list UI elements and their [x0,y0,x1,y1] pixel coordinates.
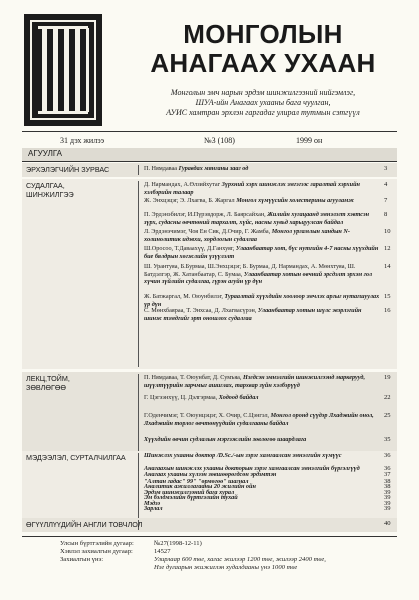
entry-title: Улаанбаатар хот, бүс нутгийн 4-7 насны хүүхдийн бие бялдрын хөгжлийн үзүүлэлт [144,245,379,260]
entry-title: Анагаахын шинжлэх ухааны докторын зэрэг хамгаалсан эмнэлгийн бүргэлгүүд [144,465,360,472]
price-value: Улирлаар 600 төг, хагас жилээр 1200 төг, жилээр 2400 төг, [154,556,326,563]
toc-entry[interactable] [144,374,380,389]
price-label: Захиалгын үнэ: [60,556,104,563]
entry-page-number: 36 [384,452,391,459]
entry-title: Монгол ургамлын хандын N-холинолитик идэвхи, хордлогын судалгаа [144,228,350,243]
entry-page-number: 38 [384,478,391,485]
section-label-line: СУДАЛГАА, [26,181,65,190]
entry-authors: Г.Оденчимэг, Т. Оюунцэцэг, Х. Очир, С.Цэнгэл, [144,412,270,419]
entry-title: Улаанбаатар хотын шүлс эвэрлэгийн шинж тэмдгийг эрт оношлох судалгаа [144,307,362,322]
toc-entry[interactable] [144,181,380,196]
entry-authors: С. Мөнхбаяраа, Т. Энхсаа, Д. Лхагвасүрэн, [144,307,257,314]
toc-entry[interactable] [144,211,380,226]
entry-title: Монгол хүмүүсийн холестерины агууламж [236,197,355,204]
entry-title: Тураалтай хүүхдийн хоолоор эмчлэх аргыг нутагшуулах үр дүн [144,293,380,308]
toc-section-label [26,181,74,199]
subtitle-line: ШУА-ийн Анагаах ухааны бага чуулган, [195,98,331,107]
entry-title: Анагаах ухааны хүлээн зөвшөөрөгдсөн эрдэмтэн [144,471,277,478]
entry-title: Эрдэм шинжилгээний бага хурал [144,489,235,496]
toc-section-label [26,165,109,174]
entry-page-number: 12 [384,245,391,252]
section-label-line: ШИНЖИЛГЭЭ [26,190,74,199]
entry-authors: Ж. Энхцэцэг, Э. Лхагва, Б. Жаргал [144,197,235,204]
entry-authors: Ш. Урантуяа, Б.Бурмаа, Ш.Энхцэцэг, Б. Бурмаа, Д. Нармандах, А. Мөнхтуяа, Ш. Батдэлгэр, Ж. Хатанбаатар, С. Бумаа, [144,263,356,278]
entry-title: Эм бэлдмэлийн бүртгэлийн тухай [144,494,238,501]
footer-values [154,540,326,572]
entry-page-number: 15 [384,293,391,300]
section-label-line: ЭРХЭЛЭГЧИЙН ЗУРВАС [26,165,110,174]
toc-entry[interactable] [144,263,380,286]
entry-title: "Алтан гадас" 99" "өрмөгөө" шагнал [144,478,249,485]
price-note: Нэг дугаарын жижиглэн худалдааны үнэ 1000 төг [154,564,298,571]
subtitle-line: АУИС хамтран эрхлэн гаргадаг улирал тутмын сэтгүүл [166,108,360,117]
entry-authors: Ж. Батжаргал, М. Оюунбилэг, [144,293,223,300]
toc-entry[interactable] [144,394,380,402]
index-value: 14527 [154,548,171,555]
title-line-2: АНАГААХ УХААН [150,48,376,78]
entry-page-number: 39 [384,505,391,512]
toc-entry[interactable] [144,228,380,243]
entry-page-number: 10 [384,228,391,235]
entry-authors: Д. Нармандах, А.Өлзийхутаг [144,181,221,188]
section-label-line: ӨГҮҮЛЛҮҮДИЙН АНГЛИ ТОВЧЛОЛ [26,520,143,529]
entry-title: Нэгдсэн эмнэлгийн шинжилгээнд маркерууд, шүүлтүүрийн зарчмыг ашиглах, тархвар зүйн хэлбэрүүд [144,374,366,389]
entry-title: Аналитик ажиллагааны 20 жилийн ойн [144,483,256,490]
toc-section-label [26,453,126,462]
index-label: Хэвлэл захиалгын дугаар: [60,548,133,555]
toc-entry[interactable] [144,412,380,427]
issue-volume: 31 дэх жилээ [60,136,105,145]
entry-title: Жилийн хугацаанд эмнэлэгт хэвтсэн зүрх, судасны өвчтөний тархалт, хүйс, насны хувьд харьцуулсан байдал [144,211,370,226]
toc-section-label [26,374,70,392]
toc-entry[interactable] [144,165,380,173]
journal-logo [24,14,102,126]
entry-page-number: 14 [384,263,391,270]
section-divider [138,165,139,175]
entry-page-number: 4 [384,181,388,188]
toc-entry[interactable] [144,197,380,205]
entry-title: Хүүхдийн өвчин судлалын мэргэжлийн зөвлөгөө шаардлага [144,436,307,443]
entry-authors: П. Нямдаваа, Т. Оюунбат, Д. Сумъяа, [144,374,242,381]
section-divider [138,181,139,367]
entry-title: Улаанбаатар хотын өвчний эрсдэлт эрхэм гол хүчин зүйлийн судалгаа, гүрэн агуйн үр дүн [144,270,373,286]
toc-heading: АГУУЛГА [28,149,62,158]
toc-entry[interactable] [144,307,380,322]
toc-entry[interactable] [144,505,380,513]
section-divider [138,453,139,518]
registration-label: Улсын бүртгэлийн дугаар: [60,540,134,547]
entry-page-number: 37 [384,471,391,478]
entry-page-number: 39 [384,489,391,496]
entry-page-number: 7 [384,197,388,204]
entry-page-number: 22 [384,394,391,401]
journal-title [118,20,408,78]
toc-section-label [26,520,143,529]
toc-heading-band [22,148,397,162]
entry-page-number: 38 [384,483,391,490]
registration-value: №27(1998-12-11) [154,540,202,547]
entry-authors: Л. Эрдэнэчимэг, Чоя Ен Сик, Д.Очир, Г. Жамба, [144,228,271,235]
entry-title: Зарлал [144,505,163,512]
toc-entry[interactable] [144,293,380,308]
section-label-line: ЛЕКЦ,ТОЙМ, [26,374,70,383]
entry-page-number: 25 [384,412,391,419]
entry-title: Шинжлэх ухааны доктор /D.Sc./-ын зэрэг хамгаалсан эмнэлгийн хүмүүс [144,452,342,459]
entry-authors: Г. Цэгээнхүү, Ц. Дэлгэрмаа, [144,394,218,401]
journal-subtitle [118,88,408,118]
section-label-line: ЗӨВЛӨГӨӨ [26,383,67,392]
entry-page-number: 39 [384,500,391,507]
entry-title: Зүрхний хэрх шинжлэх эмгэгээс гаралтай хэрхийн хэлбэрийн талаар [144,181,360,196]
section-label-line: МЭДЭЭЛЭЛ, СУРТАЛЧИЛГАА [26,453,126,462]
entry-title: Мэдээ [144,500,161,507]
entry-title: Монгол оронд сүүдэр Лхадэвийн онол, Лхадэвийн торлог өвчтөнүүдийн судалгааны байдал [144,412,374,427]
entry-page-number: 39 [384,494,391,501]
issue-number: №3 (108) [204,136,235,145]
title-line-1: МОНГОЛЫН [183,19,343,49]
entry-authors: П. Нямдаваа [144,165,178,172]
entry-authors: П. Эрдэнэбилэг, И.Пүрэвдорж, Л. Баярсайхан, [144,211,266,218]
entry-authors: Ш.Оросоо, Т.Даваахүү, Д.Ганхуяг, [144,245,235,252]
entry-page-number: 35 [384,436,391,443]
issue-year: 1999 он [296,136,323,145]
entry-title: Гуравдах мянганы зааг од [178,165,249,172]
toc-entry[interactable] [144,245,380,260]
entry-title: Ходоод байдал [218,394,259,401]
toc-entry[interactable] [144,452,380,460]
toc-entry[interactable] [144,436,380,444]
footer-labels [60,540,134,564]
entry-page-number: 19 [384,374,391,381]
entry-page-number: 36 [384,465,391,472]
entry-page-number: 8 [384,211,388,218]
entry-page-number: 3 [384,165,388,172]
entry-page-number: 16 [384,307,391,314]
entry-page-number: 40 [384,520,391,527]
subtitle-line: Монголын эмч нарын эрдэм шинжилгээний нийгэмлэг, [170,88,356,97]
